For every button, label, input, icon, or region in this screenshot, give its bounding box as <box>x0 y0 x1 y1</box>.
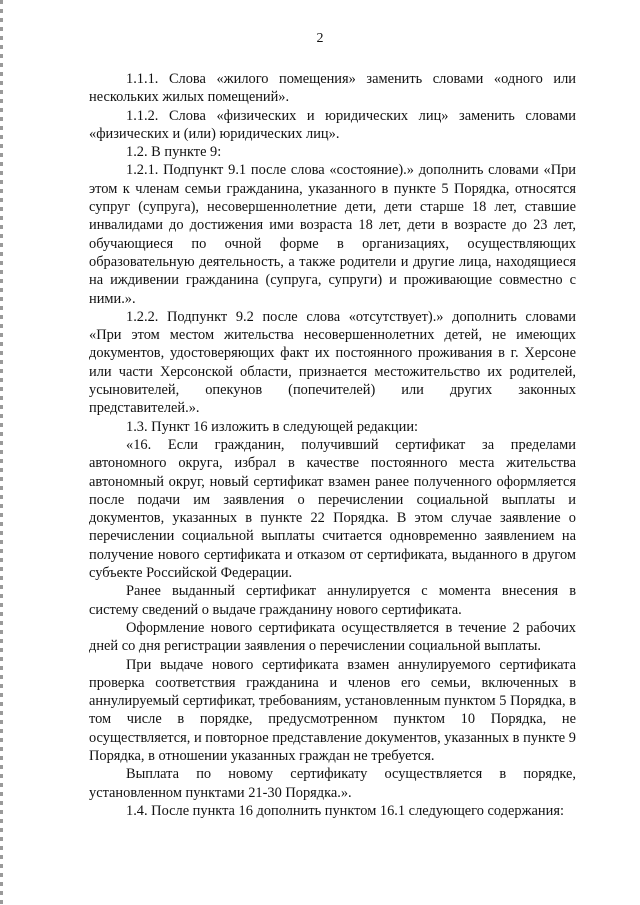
document-body <box>89 70 576 820</box>
paragraph-16-verification: При выдаче нового сертификата взамен аннулируемого сертификата проверка соответствия гражданина и членов его семьи, включенных в аннулируемый сертификат, требованиям, установленным пунктом 5 Порядка, в том числе в порядке, предусмотренном пунктом 10 Порядка, не осуществляется, и повторное представление документов, указанных в пункте 9 Порядка, в отношении указанных граждан не требуется. <box>89 656 576 764</box>
paragraph-1-1-1: 1.1.1. Слова «жилого помещения» заменить словами «одного или нескольких жилых помещений». <box>89 71 576 106</box>
paragraph-1-4: 1.4. После пункта 16 дополнить пунктом 16.1 следующего содержания: <box>126 802 564 819</box>
paragraph-16-annulment: Ранее выданный сертификат аннулируется с момента внесения в систему сведений о выдаче гражданину нового сертификата. <box>89 583 576 618</box>
paragraph-1-2-1: 1.2.1. Подпункт 9.1 после слова «состояние).» дополнить словами «При этом к членам семьи гражданина, указанного в пункте 5 Порядка, относятся супруг (супруга), несовершеннолетние дети, дети старше 18 лет, ставшие инвалидами до достижения ими возраста 18 лет, дети в возрасте до 23 лет, обучающиеся по очной форме в организациях, осуществляющих образовательную деятельность, а также родители и другие лица, находящиеся на иждивении гражданина (супруга, супруги) и проживающие совместно с ними.». <box>89 162 576 307</box>
paragraph-1-2: 1.2. В пункте 9: <box>126 144 222 161</box>
scan-edge-marks <box>0 0 3 905</box>
paragraph-16: «16. Если гражданин, получивший сертификат за пределами автономного округа, избрал в качестве постоянного места жительства автономный округ, новый сертификат взамен ранее полученного оформляется после подачи им заявления о перечислении социальной выплаты и документов, указанных в пункте 22 Порядка. В этом случае заявление о перечислении социальной выплаты считается одновременно заявлением на получение нового сертификата и отказом от сертификата, выданного в другом субъекте Российской Федерации. <box>89 436 576 582</box>
paragraph-1-2-2: 1.2.2. Подпункт 9.2 после слова «отсутствует).» дополнить словами «При этом местом жительства несовершеннолетних детей, не имеющих документов, удостоверяющих факт их постоянного проживания в г. Херсоне или части Херсонской области, признается местожительство их родителей, усыновителей, опекунов (попечителей) или других законных представителей.». <box>89 308 576 417</box>
paragraph-1-1-2: 1.1.2. Слова «физических и юридических лиц» заменить словами «физических и (или) юридических лиц». <box>89 107 576 142</box>
page-number: 2 <box>316 31 324 46</box>
paragraph-16-issuance-term: Оформление нового сертификата осуществляется в течение 2 рабочих дней со дня регистрации заявления о перечислении социальной выплаты. <box>89 619 576 655</box>
paragraph-16-payment: Выплата по новому сертификату осуществляется в порядке, установленном пунктами 21-30 Порядка.». <box>89 766 576 801</box>
paragraph-1-3: 1.3. Пункт 16 изложить в следующей редакции: <box>126 418 419 435</box>
